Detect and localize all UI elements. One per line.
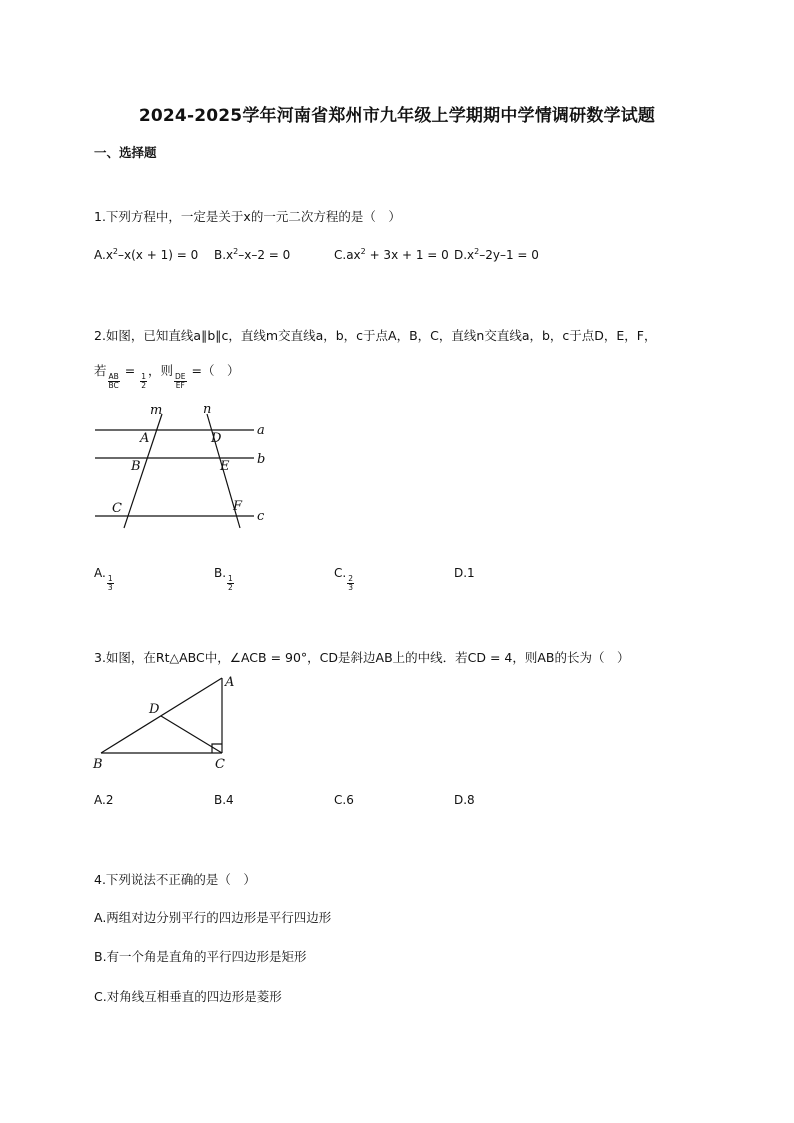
label-B: B	[93, 757, 103, 772]
q1-option-d: $D.x^2-2y-1 = 0$	[454, 247, 539, 262]
fraction-de-ef: $\frac{DE}{EF}$	[175, 372, 186, 390]
q2-option-c: C. $\frac{2}{3}$	[334, 566, 353, 592]
question-4-stem: 4.下列说法不正确的是（ ）	[94, 872, 256, 887]
q4-option-b: B.有一个角是直角的平行四边形是矩形	[94, 949, 307, 964]
q3-option-a: A.2	[94, 793, 114, 807]
label-C: C	[215, 757, 225, 772]
page-title: 2024-2025学年河南省郑州市九年级上学期期中学情调研数学试题	[138, 106, 656, 126]
fraction-ab-bc: $\frac{AB}{BC}$	[108, 372, 119, 390]
label-c: c	[257, 509, 265, 524]
q4-option-c: C.对角线互相垂直的四边形是菱形	[94, 989, 282, 1004]
label-B: B	[131, 459, 141, 474]
label-D: D	[149, 702, 160, 717]
label-C: C	[112, 501, 122, 516]
question-3-stem: 3.如图，在Rt△ABC中，∠ACB = 90°，CD是斜边AB上的中线．若CD = 4，则AB的长为（ ）	[94, 650, 630, 665]
fraction-one-half: $\frac{1}{2}$	[141, 372, 146, 390]
right-triangle-figure	[90, 670, 250, 775]
q3-option-d: D.8	[454, 793, 475, 807]
q3-option-c: C.6	[334, 793, 354, 807]
label-D: D	[211, 431, 222, 446]
label-F: F	[233, 499, 243, 514]
question-2-stem-line1: 2.如图，已知直线a∥b∥c，直线m交直线a，b，c于点A，B，C，直线n交直线a，b，c于点D，E，F，	[94, 328, 657, 343]
section-heading: 一、选择题	[94, 145, 157, 160]
label-a: a	[257, 423, 265, 438]
parallel-lines-figure	[90, 400, 280, 530]
label-b: b	[257, 452, 266, 467]
q2-option-d: D.1	[454, 566, 475, 580]
label-E: E	[220, 459, 230, 474]
q2-option-b: B. $\frac{1}{2}$	[214, 566, 233, 592]
q1-option-c: $C.ax^2 + 3x + 1 = 0$	[334, 247, 449, 262]
q4-option-a: A.两组对边分别平行的四边形是平行四边形	[94, 910, 332, 925]
median-cd	[161, 716, 222, 753]
q3-option-b: B.4	[214, 793, 234, 807]
label-A: A	[140, 431, 150, 446]
label-n: n	[203, 402, 212, 417]
label-A: A	[225, 675, 235, 690]
label-m: m	[150, 403, 163, 418]
q1-option-a: $A.x^2-x(x + 1) = 0$	[94, 247, 199, 262]
q2-option-a: A. $\frac{1}{3}$	[94, 566, 113, 592]
question-2-stem-line2: 若 $\frac{AB}{BC}$ = $\frac{1}{2}$ ，则 $\frac{DE}{EF}$ =（ ）	[94, 363, 240, 390]
q1-option-b: $B.x^2-x-2 = 0$	[214, 247, 291, 262]
question-1-stem: 1.下列方程中，一定是关于x的一元二次方程的是（ ）	[94, 209, 401, 224]
